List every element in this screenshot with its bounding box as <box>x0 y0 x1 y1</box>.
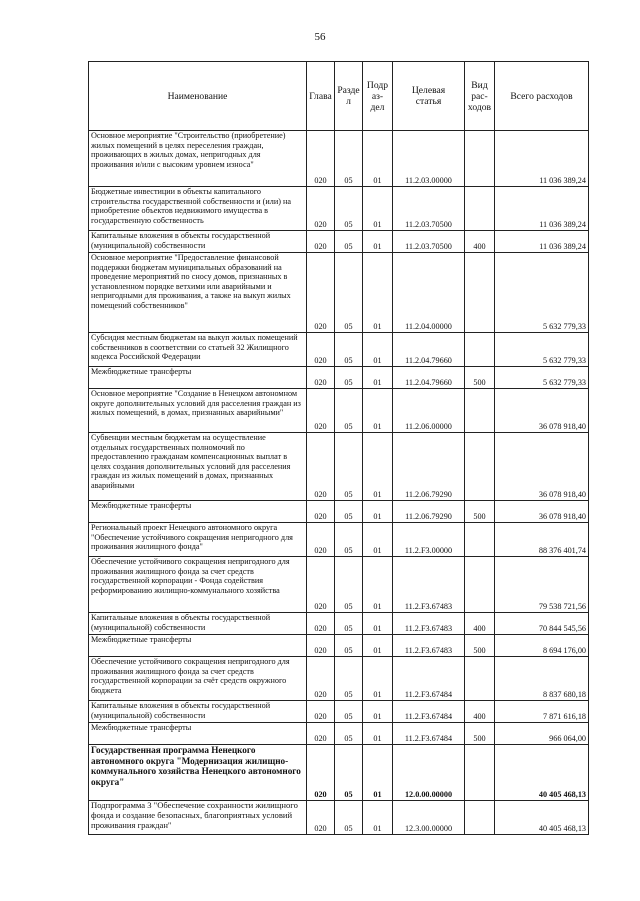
cell-target: 11.2.F3.67483 <box>393 635 465 657</box>
table-row <box>89 657 589 701</box>
cell-razdel: 05 <box>335 557 363 613</box>
cell-total: 36 078 918,40 <box>495 501 589 523</box>
cell-glava: 020 <box>307 131 335 187</box>
cell-target: 11.2.04.00000 <box>393 253 465 333</box>
cell-razdel: 05 <box>335 231 363 253</box>
cell-vid <box>465 657 495 701</box>
cell-vid: 400 <box>465 701 495 723</box>
table-row <box>89 389 589 433</box>
cell-total: 11 036 389,24 <box>495 131 589 187</box>
table-row <box>89 131 589 187</box>
cell-glava: 020 <box>307 523 335 557</box>
cell-razdel: 05 <box>335 635 363 657</box>
cell-razdel: 05 <box>335 723 363 745</box>
cell-vid: 500 <box>465 367 495 389</box>
cell-name: Субсидия местным бюджетам на выкуп жилых помещений собственников в соответствии со статьей 32 Жилищного кодекса Российской Федерации <box>89 333 307 367</box>
table-row <box>89 333 589 367</box>
cell-name: Основное мероприятие "Предоставление финансовой поддержки бюджетам муниципальных образований на проведение мероприятий по сносу домов, признанных в установленном порядке ветхими или аварийными и непригодными для проживания, а также на выкуп жилых помещений собственников" <box>89 253 307 333</box>
cell-podrazdel: 01 <box>363 635 393 657</box>
cell-glava: 020 <box>307 801 335 835</box>
cell-total: 88 376 401,74 <box>495 523 589 557</box>
cell-vid: 400 <box>465 231 495 253</box>
cell-vid <box>465 389 495 433</box>
cell-razdel: 05 <box>335 389 363 433</box>
cell-vid: 500 <box>465 635 495 657</box>
table-row <box>89 557 589 613</box>
cell-glava: 020 <box>307 187 335 231</box>
cell-podrazdel: 01 <box>363 745 393 801</box>
cell-vid <box>465 745 495 801</box>
cell-target: 11.2.03.00000 <box>393 131 465 187</box>
header-target: Целевая статья <box>393 62 465 131</box>
cell-total: 36 078 918,40 <box>495 389 589 433</box>
cell-total: 5 632 779,33 <box>495 367 589 389</box>
header-glava: Глава <box>307 62 335 131</box>
table-row <box>89 187 589 231</box>
cell-vid: 500 <box>465 723 495 745</box>
cell-target: 11.2.03.70500 <box>393 231 465 253</box>
cell-total: 70 844 545,56 <box>495 613 589 635</box>
cell-name: Межбюджетные трансферты <box>89 723 307 745</box>
cell-target: 11.2.F3.67484 <box>393 657 465 701</box>
table-row <box>89 433 589 501</box>
cell-name: Государственная программа Ненецкого автономного округа "Модернизация жилищно-коммунального хозяйства Ненецкого автономного округа" <box>89 745 307 801</box>
cell-target: 11.2.F3.67484 <box>393 701 465 723</box>
cell-razdel: 05 <box>335 433 363 501</box>
cell-podrazdel: 01 <box>363 557 393 613</box>
table-row <box>89 745 589 801</box>
cell-target: 11.2.F3.67483 <box>393 613 465 635</box>
cell-razdel: 05 <box>335 801 363 835</box>
cell-glava: 020 <box>307 231 335 253</box>
cell-podrazdel: 01 <box>363 501 393 523</box>
cell-name: Субвенции местным бюджетам на осуществление отдельных государственных полномочий по предоставлению гражданам компенсационных выплат в целях создания дополнительных условий для расселения граждан из жилых помещений в домах, признанных аварийными <box>89 433 307 501</box>
cell-vid <box>465 187 495 231</box>
cell-name: Основное мероприятие "Создание в Ненецком автономном округе дополнительных условий для расселения граждан из жилых помещений, в домах, признанных аварийными" <box>89 389 307 433</box>
table-row <box>89 613 589 635</box>
cell-razdel: 05 <box>335 367 363 389</box>
cell-glava: 020 <box>307 253 335 333</box>
cell-podrazdel: 01 <box>363 523 393 557</box>
cell-name: Межбюджетные трансферты <box>89 501 307 523</box>
cell-name: Подпрограмма 3 "Обеспечение сохранности жилищного фонда и создание безопасных, благоприятных условий проживания граждан" <box>89 801 307 835</box>
cell-target: 11.2.F3.00000 <box>393 523 465 557</box>
cell-total: 40 405 468,13 <box>495 801 589 835</box>
header-vid: Вид рас- ходов <box>465 62 495 131</box>
cell-target: 11.2.06.79290 <box>393 433 465 501</box>
cell-podrazdel: 01 <box>363 613 393 635</box>
cell-name: Обеспечение устойчивого сокращения непригодного для проживания жилищного фонда за счет средств государственной корпорации - Фонда содействия реформированию жилищно-коммунального хозяйства <box>89 557 307 613</box>
cell-glava: 020 <box>307 557 335 613</box>
header-total: Всего расходов <box>495 62 589 131</box>
cell-target: 11.2.F3.67484 <box>393 723 465 745</box>
cell-glava: 020 <box>307 389 335 433</box>
cell-total: 966 064,00 <box>495 723 589 745</box>
cell-vid <box>465 131 495 187</box>
cell-name: Капитальные вложения в объекты государственной (муниципальной) собственности <box>89 613 307 635</box>
cell-razdel: 05 <box>335 523 363 557</box>
cell-glava: 020 <box>307 367 335 389</box>
budget-table <box>88 61 589 835</box>
cell-vid: 500 <box>465 501 495 523</box>
cell-vid: 400 <box>465 613 495 635</box>
cell-glava: 020 <box>307 501 335 523</box>
cell-razdel: 05 <box>335 745 363 801</box>
cell-name: Обеспечение устойчивого сокращения непригодного для проживания жилищного фонда за счет средств государственной корпорации за счёт средств окружного бюджета <box>89 657 307 701</box>
cell-vid <box>465 253 495 333</box>
cell-razdel: 05 <box>335 333 363 367</box>
table-row <box>89 367 589 389</box>
cell-podrazdel: 01 <box>363 187 393 231</box>
cell-glava: 020 <box>307 657 335 701</box>
cell-glava: 020 <box>307 635 335 657</box>
cell-name: Межбюджетные трансферты <box>89 367 307 389</box>
cell-target: 11.2.03.70500 <box>393 187 465 231</box>
cell-total: 36 078 918,40 <box>495 433 589 501</box>
cell-glava: 020 <box>307 701 335 723</box>
cell-podrazdel: 01 <box>363 657 393 701</box>
cell-name: Основное мероприятие "Строительство (приобретение) жилых помещений в целях переселения граждан, проживающих в жилых домах, непригодных для проживания и/или с высоким уровнем износа" <box>89 131 307 187</box>
cell-vid <box>465 557 495 613</box>
cell-total: 40 405 468,13 <box>495 745 589 801</box>
cell-name: Межбюджетные трансферты <box>89 635 307 657</box>
cell-total: 11 036 389,24 <box>495 187 589 231</box>
cell-podrazdel: 01 <box>363 801 393 835</box>
cell-vid <box>465 801 495 835</box>
cell-podrazdel: 01 <box>363 231 393 253</box>
cell-razdel: 05 <box>335 613 363 635</box>
table-row <box>89 253 589 333</box>
cell-name: Капитальные вложения в объекты государственной (муниципальной) собственности <box>89 231 307 253</box>
table-header-row <box>89 62 589 131</box>
header-podrazdel: Подр аз- дел <box>363 62 393 131</box>
header-razdel: Разде л <box>335 62 363 131</box>
cell-vid <box>465 433 495 501</box>
cell-podrazdel: 01 <box>363 723 393 745</box>
cell-razdel: 05 <box>335 701 363 723</box>
cell-name: Региональный проект Ненецкого автономного округа "Обеспечение устойчивого сокращения непригодного для проживания жилищного фонда" <box>89 523 307 557</box>
cell-target: 11.2.F3.67483 <box>393 557 465 613</box>
cell-total: 5 632 779,33 <box>495 333 589 367</box>
cell-glava: 020 <box>307 745 335 801</box>
table-row <box>89 523 589 557</box>
cell-total: 79 538 721,56 <box>495 557 589 613</box>
cell-razdel: 05 <box>335 657 363 701</box>
cell-vid <box>465 333 495 367</box>
cell-name: Бюджетные инвестиции в объекты капитального строительства государственной собственности и (или) на приобретение объектов недвижимого имущества в государственную собственность <box>89 187 307 231</box>
header-name: Наименование <box>89 62 307 131</box>
cell-total: 11 036 389,24 <box>495 231 589 253</box>
cell-podrazdel: 01 <box>363 389 393 433</box>
cell-glava: 020 <box>307 433 335 501</box>
cell-podrazdel: 01 <box>363 433 393 501</box>
cell-target: 12.0.00.00000 <box>393 745 465 801</box>
cell-glava: 020 <box>307 333 335 367</box>
cell-glava: 020 <box>307 723 335 745</box>
cell-razdel: 05 <box>335 131 363 187</box>
cell-target: 11.2.06.79290 <box>393 501 465 523</box>
table-row <box>89 231 589 253</box>
table-row <box>89 801 589 835</box>
table-row <box>89 501 589 523</box>
cell-podrazdel: 01 <box>363 253 393 333</box>
cell-name: Капитальные вложения в объекты государственной (муниципальной) собственности <box>89 701 307 723</box>
cell-razdel: 05 <box>335 501 363 523</box>
cell-target: 12.3.00.00000 <box>393 801 465 835</box>
cell-razdel: 05 <box>335 253 363 333</box>
cell-glava: 020 <box>307 613 335 635</box>
cell-total: 8 694 176,00 <box>495 635 589 657</box>
cell-podrazdel: 01 <box>363 333 393 367</box>
cell-vid <box>465 523 495 557</box>
cell-target: 11.2.04.79660 <box>393 333 465 367</box>
table-row <box>89 723 589 745</box>
cell-podrazdel: 01 <box>363 367 393 389</box>
cell-total: 5 632 779,33 <box>495 253 589 333</box>
cell-podrazdel: 01 <box>363 701 393 723</box>
table-row <box>89 635 589 657</box>
page-number: 56 <box>314 31 326 43</box>
cell-target: 11.2.04.79660 <box>393 367 465 389</box>
cell-total: 7 871 616,18 <box>495 701 589 723</box>
cell-podrazdel: 01 <box>363 131 393 187</box>
cell-razdel: 05 <box>335 187 363 231</box>
table-body <box>89 131 589 835</box>
table-row <box>89 701 589 723</box>
cell-target: 11.2.06.00000 <box>393 389 465 433</box>
cell-total: 8 837 680,18 <box>495 657 589 701</box>
